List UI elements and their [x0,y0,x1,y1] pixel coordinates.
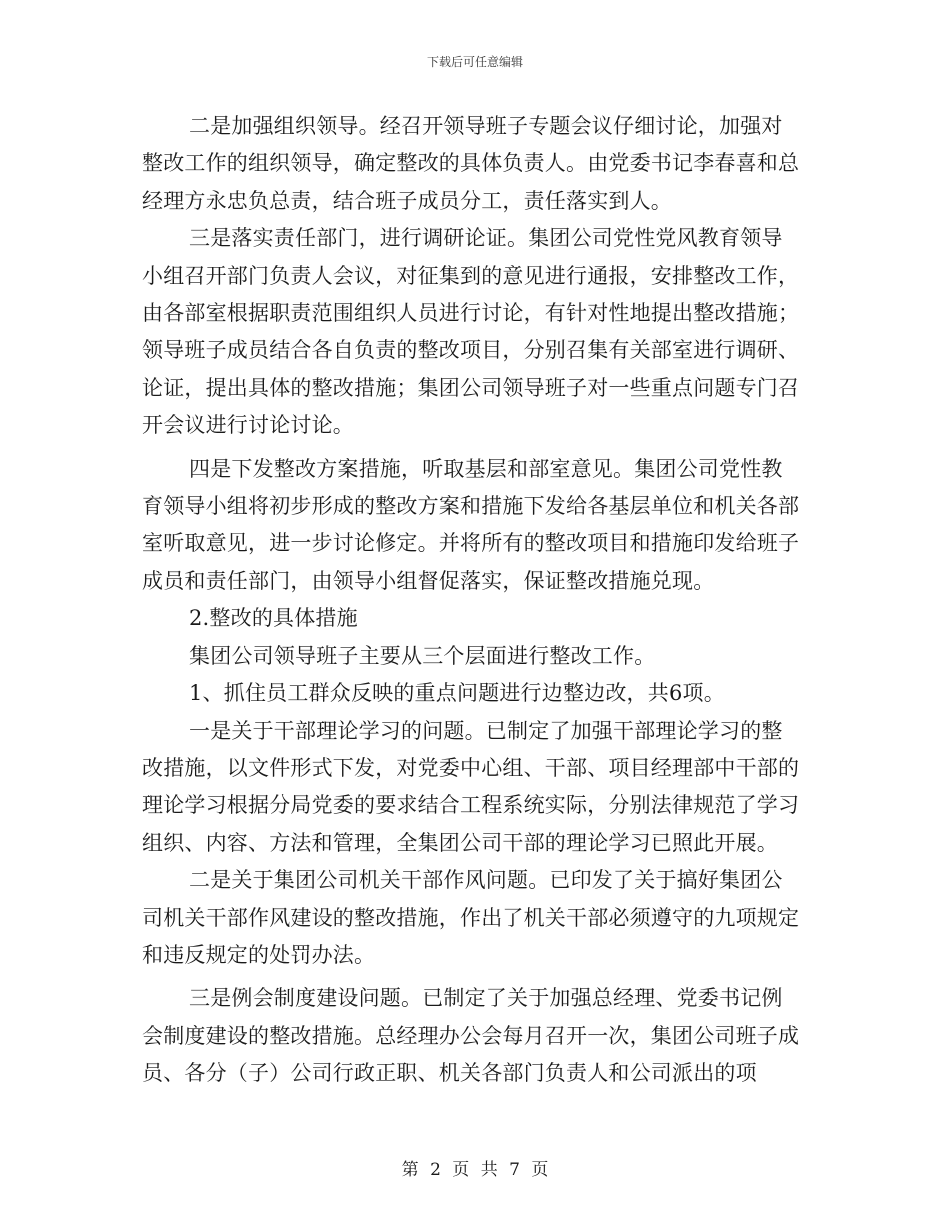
paragraph-issue-measures: 四是下发整改方案措施，听取基层和部室意见。集团公司党性教育领导小组将初步形成的整改方案和措施下发给各基层单位和机关各部室听取意见，进一步讨论修定。并将所有的整改项目和措施印发给班子成员和责任部门，由领导小组督促落实，保证整改措施兑现。 [142,456,800,593]
paragraph-theory-study: 一是关于干部理论学习的问题。已制定了加强干部理论学习的整改措施，以文件形式下发，对党委中心组、干部、项目经理部中干部的理论学习根据分局党委的要求结合工程系统实际，分别法律规范了学习组织、内容、方法和管理，全集团公司干部的理论学习已照此开展。 [142,718,800,855]
paragraph-responsible-departments: 三是落实责任部门，进行调研论证。集团公司党性党风教育领导小组召开部门负责人会议，对征集到的意见进行通报，安排整改工作，由各部室根据职责范围组织人员进行讨论，有针对性地提出整改措施；领导班子成员结合各自负责的整改项目，分别召集有关部室进行调研、论证，提出具体的整改措施；集团公司领导班子对一些重点问题专门召开会议进行讨论讨论。 [142,226,800,438]
document-body [142,108,802,1093]
paragraph-strengthen-leadership: 二是加强组织领导。经召开领导班子专题会议仔细讨论，加强对整改工作的组织领导，确定整改的具体负责人。由党委书记李春喜和总经理方永忠负总责，结合班子成员分工，责任落实到人。 [142,114,800,213]
paragraph-meeting-system: 三是例会制度建设问题。已制定了关于加强总经理、党委书记例会制度建设的整改措施。总经理办公会每月召开一次，集团公司班子成员、各分（子）公司行政正职、机关各部门负责人和公司派出的项 [142,986,800,1086]
paragraph-cadre-style: 二是关于集团公司机关干部作风问题。已印发了关于搞好集团公司机关干部作风建设的整改措施，作出了机关干部必须遵守的九项规定和违反规定的处罚办法。 [142,868,800,967]
page-header: 下载后可任意编辑 [426,55,523,69]
page-footer: 第 2 页 共 7 页 [401,1160,549,1180]
list-heading-key-issues: 1、抓住员工群众反映的重点问题进行边整边改，共6项。 [189,681,725,706]
section-heading-specific-measures: 2.整改的具体措施 [189,606,358,631]
paragraph-three-levels: 集团公司领导班子主要从三个层面进行整改工作。 [189,643,656,668]
